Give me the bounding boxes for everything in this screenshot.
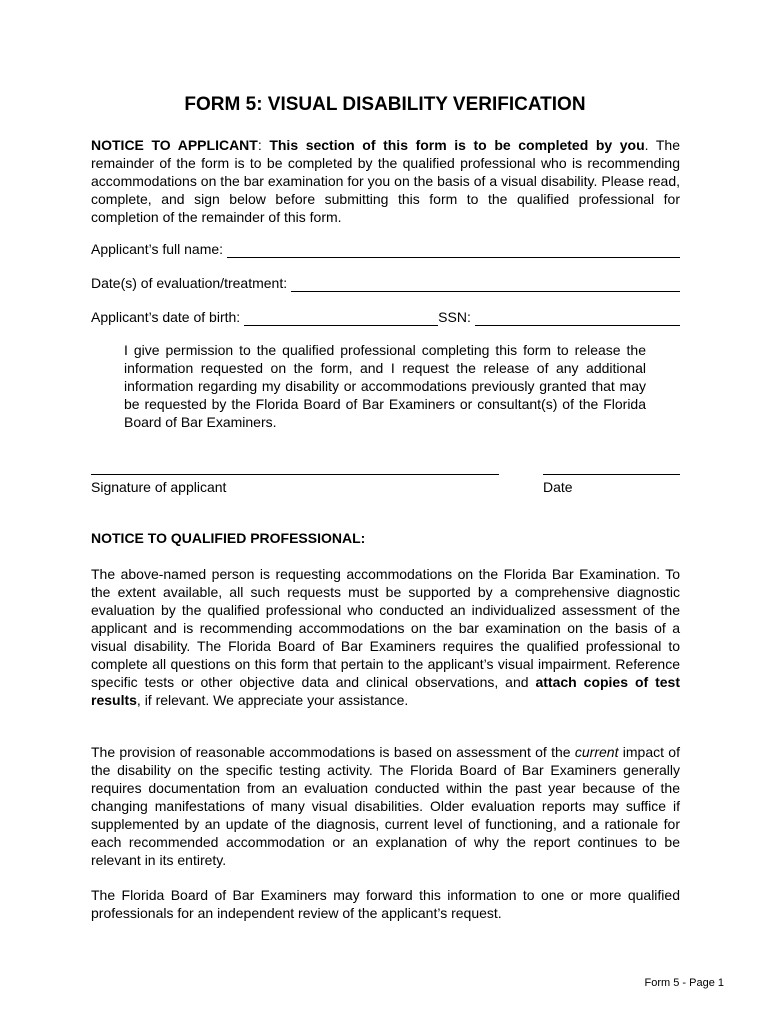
- form-title: FORM 5: VISUAL DISABILITY VERIFICATION: [184, 94, 586, 115]
- full-name-field[interactable]: [227, 243, 680, 258]
- para2-text-b: impact of the disability on the specific testing activity. The Florida Board of Bar Examiners generally requires documentation from an evaluation conducted within the past year because of the changing manifestations of many visual disabilities. Older evaluation reports may suffice if supplemented by an update of the diagnosis, current level of functioning, and a rationale for each recommended accommodation or an explanation of why the report continues to be relevant in its entirety.: [91, 744, 680, 868]
- notice-applicant-colon: :: [257, 137, 270, 153]
- full-name-label: Applicant’s full name:: [91, 241, 224, 257]
- professional-paragraph-2: [91, 743, 680, 869]
- evaluation-dates-row: [91, 272, 680, 292]
- para2-text-a: The provision of reasonable accommodations is based on assessment of the: [91, 744, 575, 760]
- dob-ssn-row: [91, 306, 680, 326]
- professional-paragraph-1: [91, 565, 680, 709]
- date-line[interactable]: [543, 474, 680, 475]
- notice-to-applicant: [91, 136, 680, 226]
- para1-bold-text: attach copies of test results: [91, 674, 680, 708]
- para1-text-b: , if relevant. We appreciate your assistance.: [136, 692, 409, 708]
- para2-italic-text: current: [574, 744, 619, 760]
- notice-professional-heading: NOTICE TO QUALIFIED PROFESSIONAL:: [91, 530, 366, 546]
- dob-label: Applicant’s date of birth:: [91, 309, 241, 325]
- notice-applicant-bold-sentence: This section of this form is to be completed by you: [269, 137, 645, 153]
- notice-applicant-label: NOTICE TO APPLICANT: [91, 137, 258, 153]
- full-name-row: [91, 238, 680, 258]
- page-footer: Form 5 - Page 1: [644, 977, 724, 989]
- evaluation-dates-field[interactable]: [291, 277, 680, 292]
- signature-line[interactable]: [91, 474, 499, 475]
- evaluation-dates-label: Date(s) of evaluation/treatment:: [91, 275, 288, 291]
- ssn-field[interactable]: [475, 311, 680, 326]
- professional-paragraph-3: The Florida Board of Bar Examiners may forward this information to one or more qualified professionals for an independent review of the applicant’s request.: [91, 887, 680, 921]
- date-label: Date: [543, 479, 573, 495]
- notice-applicant-text: . The remainder of the form is to be completed by the qualified professional who is recommending accommodations on the bar examination for you on the basis of a visual disability. Please read, complete, and sign below before submitting this form to the qualified professional for completion of the remainder of this form.: [91, 137, 681, 225]
- permission-statement: I give permission to the qualified professional completing this form to release the information requested on the form, and I request the release of any additional information regarding my disability or accommodations previously granted that may be requested by the Florida Board of Bar Examiners or consultant(s) of the Florida Board of Bar Examiners.: [124, 342, 646, 430]
- ssn-label: SSN:: [438, 309, 471, 325]
- signature-label: Signature of applicant: [91, 479, 227, 495]
- para1-text-a: The above-named person is requesting accommodations on the Florida Bar Examination. To the extent available, all such requests must be supported by a comprehensive diagnostic evaluation by the qualified professional who conducted an individualized assessment of the applicant and is recommending accommodations on the bar examination on the basis of a visual disability. The Florida Board of Bar Examiners requires the qualified professional to complete all questions on this form that pertain to the applicant’s visual impairment. Reference specific tests or other objective data and clinical observations, and: [91, 566, 680, 690]
- dob-field[interactable]: [244, 311, 438, 326]
